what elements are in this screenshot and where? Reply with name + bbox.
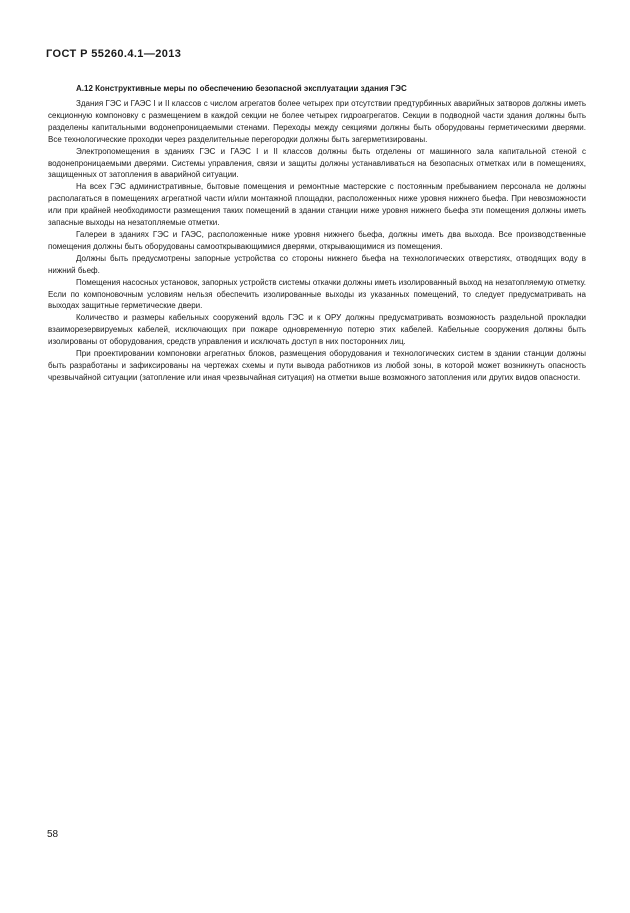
document-number: ГОСТ Р 55260.4.1—2013 [46, 48, 182, 60]
paragraph: Электропомещения в зданиях ГЭС и ГАЭС I и II классов должны быть отделены от машинного зала капитальной стеной с водонепроницаемыми дверями. Системы управления, связи и защиты должны устанавливаться на безопасных отметках или в помещениях, защищенных от затопления в аварийной ситуации. [48, 146, 586, 180]
paragraph: На всех ГЭС административные, бытовые помещения и ремонтные мастерские с постоянным пребыванием персонала не должны располагаться в помещениях агрегатной части и/или монтажной площадки, расположенных ниже уровня нижнего бьефа. При невозможности или при крайней необходимости размещения таких помещений в здании станции ниже уровня нижнего бьефа эти помещения должны иметь запасные выходы на незатопляемые отметки. [48, 182, 586, 228]
paragraph: Количество и размеры кабельных сооружений вдоль ГЭС и к ОРУ должны предусматривать возможность раздельной прокладки взаиморезервируемых кабелей, исключающих при пожаре одновременную потерю этих кабелей. Кабельные сооружения должны быть изолированы от оборудования, средств управления и исключать доступ в них посторонних лиц. [48, 313, 586, 347]
section-body [48, 98, 586, 384]
paragraph: Помещения насосных установок, запорных устройств системы откачки должны иметь изолированный выход на незатопляемую отметку. Если по компоновочным условиям нельзя обеспечить изолированные выходы из указанных помещений, то следует предусматривать на выходах защитные герметические двери. [48, 277, 586, 311]
section-title: А.12 Конструктивные меры по обеспечению безопасной эксплуатации здания ГЭС [76, 84, 407, 93]
page-number: 58 [47, 829, 59, 840]
paragraph: Галереи в зданиях ГЭС и ГАЭС, расположенные ниже уровня нижнего бьефа, должны иметь два выхода. Все производственные помещения должны быть оборудованы самооткрывающимися дверями, открывающимися из помещения. [48, 229, 586, 251]
paragraph: При проектировании компоновки агрегатных блоков, размещения оборудования и технологических систем в здании станции должны быть разработаны и зафиксированы на чертежах схемы и пути вывода работников из любой зоны, в которой может возникнуть опасность чрезвычайной ситуации (затопление или иная чрезвычайная ситуация) на отметки выше возможного затопления или других видов опасности. [48, 349, 586, 382]
paragraph: Должны быть предусмотрены запорные устройства со стороны нижнего бьефа на технологических отверстиях, отводящих воду в нижний бьеф. [48, 253, 586, 275]
paragraph: Здания ГЭС и ГАЭС I и II классов с числом агрегатов более четырех при отсутствии предтурбинных аварийных затворов должны иметь секционную компоновку с размещением в каждой секции не более четырех гидроагрегатов. Секции в подводной части здания должны быть разделены капитальными водонепроницаемыми стенами. Переходы между секциями должны быть оборудованы герметическими дверями. Все технологические проходки через разделительные перегородки должны быть загерметизированы. [48, 99, 586, 144]
